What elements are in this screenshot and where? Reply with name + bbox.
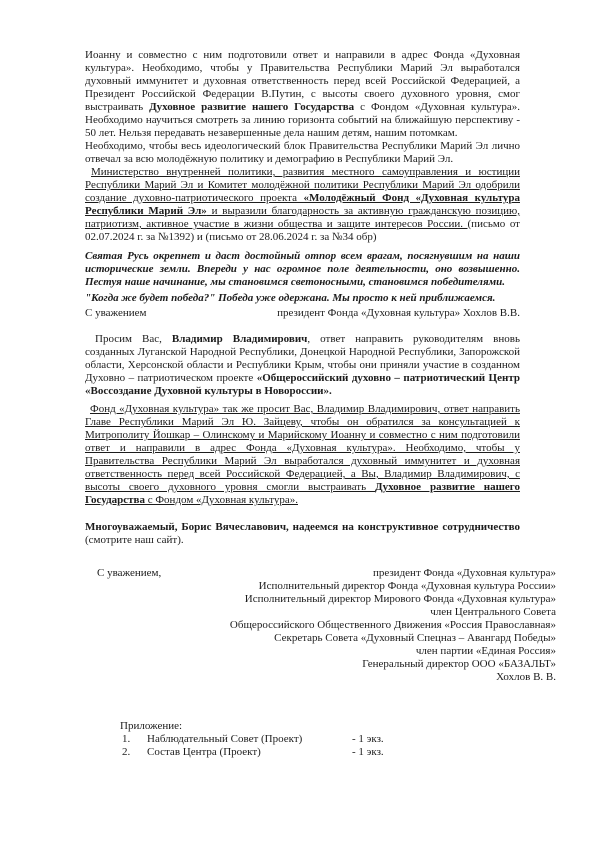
text-run: Многоуважаемый, Борис Вячеславович, надеемся на конструктивное сотрудничество — [85, 521, 520, 533]
text-run: Необходимо, чтобы весь идеологический блок Правительства Республики Марий Эл лично отвечал за всю молодёжную политику и демографию в Республики Марий Эл. — [85, 140, 520, 165]
closing-line — [85, 307, 520, 320]
closing-salutation: С уважением — [85, 307, 147, 319]
attachment-item-text: Состав Центра (Проект) — [147, 746, 261, 758]
attachment-item-number: 1. — [122, 733, 131, 745]
signature-line: президент Фонда «Духовная культура» — [372, 567, 556, 579]
signature-block — [85, 567, 556, 684]
letter-bottom — [85, 333, 520, 547]
text-run: Духовное развитие нашего Государства — [149, 101, 355, 113]
text-run: и выразили благодарность за активную гражданскую позицию, патриотизм, активное участие в жизни общества и защите интересов России. — [85, 205, 521, 230]
text-run: Святая Русь окрепнет и даст достойный отпор всем врагам, посягнувшим на наши исторические земли. Впереди у нас огромное поле деятельности, оно возвышенно. Пестуя наше начинание, мы становимся светоносными, становимся победителями. — [85, 250, 520, 288]
text-run: «Общероссийский духовно – патриотический Центр «Воссоздание Духовной культуры в Новороссии». — [85, 372, 520, 397]
text-run: с Фондом «Духовная культура». Необходимо научиться смотреть за линию горизонта событий на ближайшую перспективу - 50 лет. Нельзя передавать незавершенные дела нашим детям, нашим потомкам. — [85, 101, 520, 139]
p-respected — [85, 521, 520, 547]
letter-top — [85, 49, 520, 305]
p-victory-quote — [85, 292, 520, 305]
text-run: Иоанну и совместно с ним подготовили ответ и направили в адрес Фонда «Духовная культура». Необходимо, чтобы у Правительства Республики Марий Эл выработался духовный иммунитет и духовная ответственность перед всей Российской Федерацией, а Президент Российской Федерации В.Путин, с высоты своего духовного уровня, смог выстраивать — [85, 49, 520, 113]
text-run: "Когда же будет победа?" Победа уже одержана. Мы просто к ней приближаемся. — [85, 292, 496, 304]
attachment-item-copies: - 1 экз. — [352, 746, 384, 758]
text-run: Просим Вас, — [95, 333, 172, 345]
attachment-item-number: 2. — [122, 746, 131, 758]
text-run: (смотрите наш сайт). — [85, 534, 184, 546]
text-run: «Молодёжный Фонд «Духовная культура Республики Марий Эл» — [85, 192, 520, 217]
signature-line: Общероссийского Общественного Движения «Россия Православная» — [229, 619, 556, 631]
text-run: Духовное развитие нашего Государства — [85, 481, 520, 506]
p-ideology — [85, 140, 520, 166]
attachment-item-copies: - 1 экз. — [352, 733, 384, 745]
attachment-title: Приложение: — [120, 720, 183, 732]
signature-salutation: С уважением, — [97, 567, 162, 579]
text-run: Владимир Владимирович — [171, 333, 308, 345]
text-run: Министерство внутренней политики, развития местного самоуправления и юстиции Республики Марий Эл и Комитет молодёжной политики Республики Марий Эл одобрили создание духовно-патриотического проекта — [85, 166, 520, 204]
attachment-item — [120, 746, 520, 759]
attachment-item — [120, 733, 520, 746]
p-request-putin — [85, 333, 520, 398]
text-run: , ответ направить руководителям вновь созданных Луганской Народной Республики, Донецкой Народной Республики, Запорожской области, Херсонской области и Республики Крым, чтобы они приняли участие в созданном Духовно – патриотическом проекте — [85, 333, 520, 384]
signature-line: Секретарь Совета «Духовный Спецназ – Авангард Победы» — [274, 632, 556, 644]
p-holy-rus — [85, 250, 520, 289]
signature-line: Генеральный директор ООО «БАЗАЛЬТ» — [362, 658, 556, 670]
closing-signer: президент Фонда «Духовная культура» Хохлов В.В. — [277, 307, 520, 319]
signature-line: Хохлов В. В. — [496, 671, 556, 683]
attachment-item-text: Наблюдательный Совет (Проект) — [147, 733, 303, 745]
text-run: с Фондом «Духовная культура». — [144, 494, 298, 506]
signature-titles — [85, 567, 556, 684]
signature-line: Исполнительный директор Мирового Фонда «Духовная культура» — [244, 593, 556, 605]
p-ministry — [85, 166, 520, 244]
p-request-zaytsev — [85, 403, 520, 507]
signature-line: член партии «Единая Россия» — [415, 645, 556, 657]
attachment-section — [85, 720, 520, 759]
text-run: Фонд «Духовная культура» так же просит Вас, Владимир Владимирович, ответ направить Главе Республики Марий Эл Ю. Зайцеву, чтобы он обратился за консультацией к Митрополиту Йошкар – Олинскому и Марийскому Иоанну и совместно с ним подготовили ответ и направили в адрес Фонда «Духовная культура». Необходимо, чтобы у Правительства Республики Марий Эл выработался духовный иммунитет и духовная ответственность перед всей Российской Федерацией, а Вы, Владимир Владимирович, с высоты своего духовного уровня смогли выстраивать — [85, 403, 520, 493]
signature-line: Исполнительный директор Фонда «Духовная культура России» — [258, 580, 556, 592]
p-intro — [85, 49, 520, 140]
signature-line: член Центрального Совета — [430, 606, 556, 618]
text-run: (письмо от 02.07.2024 г. за №1392) и (письмо от 28.06.2024 г. за №34 обр) — [85, 218, 520, 243]
